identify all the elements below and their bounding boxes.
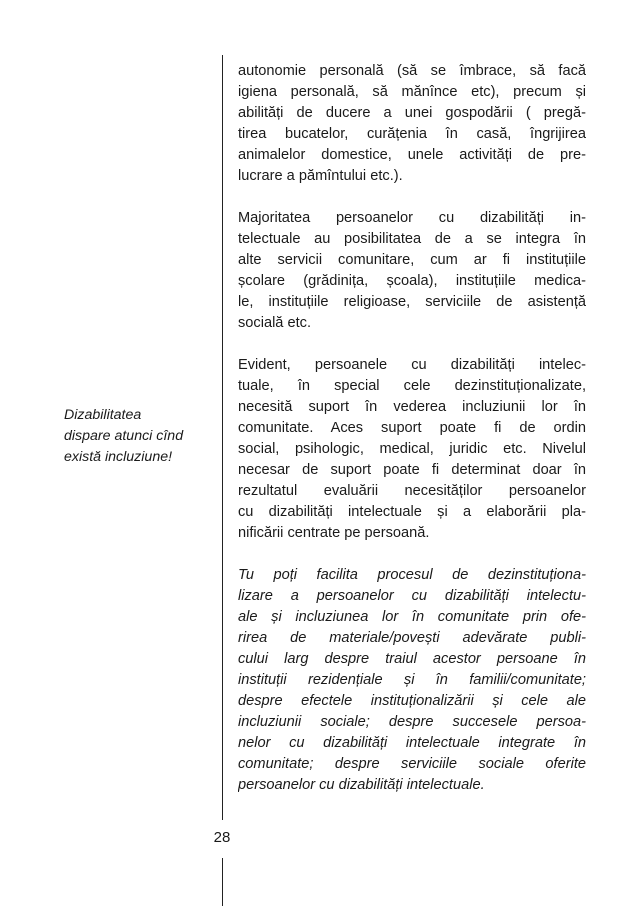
text-line: igiena personală, să mănînce etc), precum și <box>238 84 586 100</box>
text-line: lizare a persoanelor cu dizabilități intelectu- <box>238 588 586 604</box>
body-paragraph <box>238 61 586 187</box>
text-line: școlare (grădinița, școala), instituțiile medica- <box>238 273 586 289</box>
sidebar-note-line: Dizabilitatea <box>64 407 142 423</box>
text-line: cului larg despre traiul acestor persoane în <box>238 651 586 667</box>
page-number: 28 <box>213 829 231 846</box>
sidebar-note <box>64 405 214 468</box>
text-line: tuale, în special cele dezinstituționalizate, <box>238 378 586 394</box>
text-line: animalelor domestice, unele activități de pre- <box>238 147 586 163</box>
main-text-column <box>238 61 586 796</box>
text-line: necesită suport în vederea incluziunii lor în <box>238 399 586 415</box>
text-line: necesar de suport poate fi determinat doar în <box>238 462 586 478</box>
text-line: socială etc. <box>238 315 312 331</box>
text-line: incluziunii sociale; despre succesele persoa- <box>238 714 586 730</box>
body-paragraph <box>238 208 586 334</box>
text-line: lucrare a pămîntului etc.). <box>238 168 403 184</box>
text-line: telectuale au posibilitatea de a se integra în <box>238 231 586 247</box>
text-line: ale și incluziunea lor în comunitate prin ofe- <box>238 609 586 625</box>
text-line: le, instituțiile religioase, serviciile de asistență <box>238 294 586 310</box>
text-line: social, psihologic, medical, juridic etc. Nivelul <box>238 441 586 457</box>
text-line: instituții rezidențiale și în familii/comunitate; <box>238 672 586 688</box>
vertical-divider-top <box>222 55 223 820</box>
text-line: Evident, persoanele cu dizabilități intelec- <box>238 357 586 373</box>
text-line: Tu poți facilita procesul de dezinstituționa- <box>238 567 586 583</box>
text-line: autonomie personală (să se îmbrace, să facă <box>238 63 586 79</box>
text-line: alte servicii comunitare, cum ar fi instituțiile <box>238 252 586 268</box>
text-line: despre efectele instituționalizării și cele ale <box>238 693 586 709</box>
text-line: comunitate. Aces suport poate fi de ordin <box>238 420 586 436</box>
text-line: Majoritatea persoanelor cu dizabilități in- <box>238 210 586 226</box>
paragraph-gap <box>238 187 586 208</box>
sidebar-note-line: există incluziune! <box>64 449 173 465</box>
text-line: persoanelor cu dizabilități intelectuale. <box>238 777 485 793</box>
sidebar-note-line: dispare atunci cînd <box>64 428 184 444</box>
text-line: tirea bucatelor, curățenia în casă, îngrijirea <box>238 126 586 142</box>
text-line: abilități de ducere a unei gospodării ( pregă- <box>238 105 586 121</box>
italic-paragraph <box>238 565 586 796</box>
paragraph-gap <box>238 544 586 565</box>
text-line: comunitate; despre serviciile sociale oferite <box>238 756 586 772</box>
body-paragraph <box>238 355 586 544</box>
paragraph-gap <box>238 334 586 355</box>
text-line: nificării centrate pe persoană. <box>238 525 430 541</box>
vertical-divider-bottom <box>222 858 223 906</box>
text-line: cu dizabilități intelectuale și a elaborării pla- <box>238 504 586 520</box>
text-line: rezultatul evaluării necesităților persoanelor <box>238 483 586 499</box>
text-line: rirea de materiale/povești adevărate publi- <box>238 630 586 646</box>
text-line: nelor cu dizabilități intelectuale integrate în <box>238 735 586 751</box>
